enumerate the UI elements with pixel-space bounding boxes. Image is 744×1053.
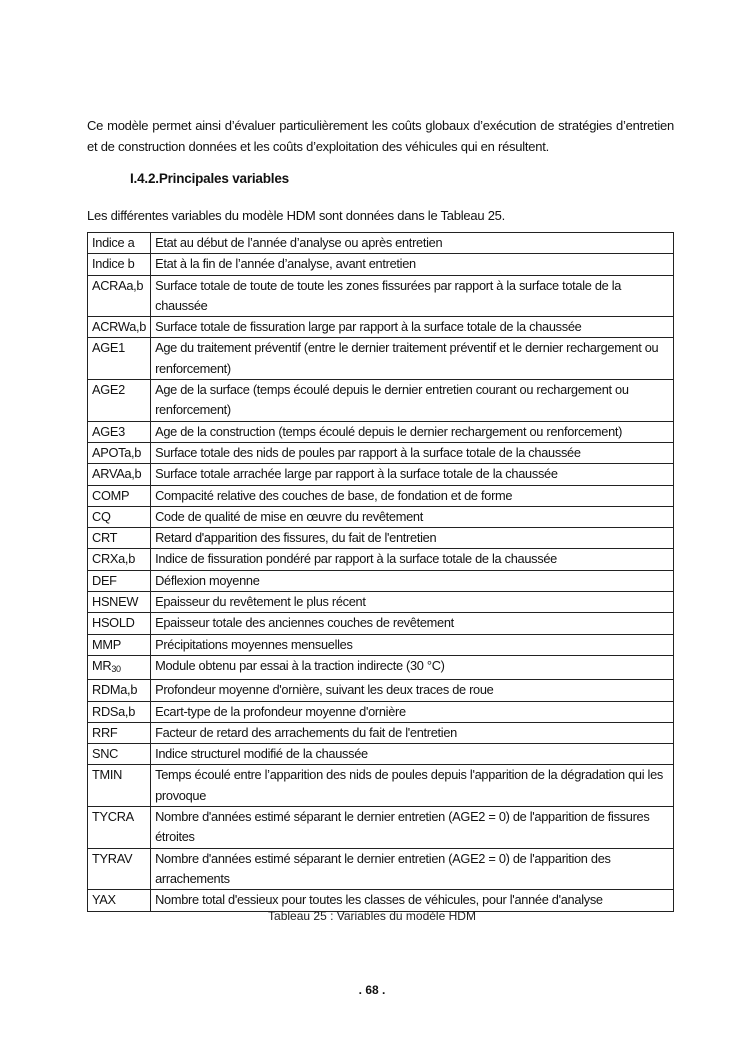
variable-code: RDSa,b <box>92 703 136 719</box>
variable-name <box>88 254 151 275</box>
variable-name <box>88 464 151 485</box>
variable-description: Précipitations moyennes mensuelles <box>151 634 674 655</box>
variable-code: CRXa,b <box>92 551 136 567</box>
table-row <box>88 570 674 591</box>
variable-name <box>88 528 151 549</box>
variable-code: RDMa,b <box>92 682 138 698</box>
variable-code: YAX <box>92 892 116 908</box>
variable-description: Etat au début de l’année d’analyse ou après entretien <box>151 233 674 254</box>
table-row <box>88 613 674 634</box>
variable-name <box>88 506 151 527</box>
table-row <box>88 506 674 527</box>
variable-subscript: 30 <box>111 663 121 674</box>
variable-name <box>88 338 151 380</box>
variable-code: CRT <box>92 530 118 546</box>
variable-name <box>88 592 151 613</box>
variables-table <box>87 232 674 912</box>
variable-code: CQ <box>92 508 111 524</box>
variable-name <box>88 680 151 701</box>
table-row <box>88 680 674 701</box>
table-row <box>88 848 674 890</box>
variable-code: MR <box>92 657 112 673</box>
variable-code: HSNEW <box>92 594 139 610</box>
variable-description: Surface totale arrachée large par rapport à la surface totale de la chaussée <box>151 464 674 485</box>
variable-name <box>88 549 151 570</box>
variable-description: Surface totale de fissuration large par rapport à la surface totale de la chaussée <box>151 317 674 338</box>
table-row <box>88 442 674 463</box>
variable-description: Indice de fissuration pondéré par rapport à la surface totale de la chaussée <box>151 549 674 570</box>
table-row <box>88 722 674 743</box>
table-row <box>88 549 674 570</box>
variable-code: ACRWa,b <box>92 319 147 335</box>
table-caption: Tableau 25 : Variables du modèle HDM <box>268 909 476 923</box>
variable-description: Compacité relative des couches de base, de fondation et de forme <box>151 485 674 506</box>
variable-code: AGE2 <box>92 382 125 398</box>
table-row <box>88 464 674 485</box>
variable-name <box>88 442 151 463</box>
variable-description: Temps écoulé entre l’apparition des nids de poules depuis l'apparition de la dégradation qui les provoque <box>151 765 674 807</box>
variable-code: SNC <box>92 746 119 762</box>
table-row <box>88 890 674 911</box>
variable-code: RRF <box>92 724 118 740</box>
variable-description: Age de la surface (temps écoulé depuis le dernier entretien courant ou rechargement ou renforcement) <box>151 380 674 422</box>
table-row <box>88 254 674 275</box>
variable-description: Surface totale de toute de toute les zones fissurées par rapport à la surface totale de la chaussée <box>151 275 674 317</box>
variable-description: Epaisseur totale des anciennes couches de revêtement <box>151 613 674 634</box>
table-row <box>88 655 674 679</box>
variable-description: Epaisseur du revêtement le plus récent <box>151 592 674 613</box>
variable-name <box>88 807 151 849</box>
variable-code: Indice a <box>92 235 135 250</box>
variable-code: APOTa,b <box>92 444 142 460</box>
variable-code: AGE1 <box>92 340 125 356</box>
table-row <box>88 380 674 422</box>
variable-code: AGE3 <box>92 423 125 439</box>
table-row <box>88 765 674 807</box>
variable-code: DEF <box>92 572 117 588</box>
variable-description: Age du traitement préventif (entre le dernier traitement préventif et le dernier rechargement ou renforcement) <box>151 338 674 380</box>
table-row <box>88 528 674 549</box>
intro-paragraph: Ce modèle permet ainsi d’évaluer particulièrement les coûts globaux d’exécution de stratégies d’entretien et de construction données et les coûts d’exploitation des véhicules qui en résultent. <box>87 118 674 154</box>
variable-code: ACRAa,b <box>92 277 144 293</box>
table-row <box>88 634 674 655</box>
variable-code: HSOLD <box>92 615 135 631</box>
variable-code: COMP <box>92 487 130 503</box>
section-heading: I.4.2.Principales variables <box>130 171 289 186</box>
table-row <box>88 807 674 849</box>
variable-description: Nombre total d'essieux pour toutes les classes de véhicules, pour l'année d'analyse <box>151 890 674 911</box>
variable-description: Surface totale des nids de poules par rapport à la surface totale de la chaussée <box>151 442 674 463</box>
variable-description: Etat à la fin de l’année d’analyse, avant entretien <box>151 254 674 275</box>
table-row <box>88 701 674 722</box>
variable-name <box>88 485 151 506</box>
variable-name <box>88 233 151 254</box>
variable-name <box>88 634 151 655</box>
variable-description: Retard d'apparition des fissures, du fait de l'entretien <box>151 528 674 549</box>
variable-description: Module obtenu par essai à la traction indirecte (30 °C) <box>151 655 674 679</box>
table-row <box>88 275 674 317</box>
variable-description: Nombre d'années estimé séparant le dernier entretien (AGE2 = 0) de l'apparition des arrachements <box>151 848 674 890</box>
variable-code: TMIN <box>92 767 123 783</box>
page-number: . 68 . <box>358 983 386 997</box>
variable-code: TYCRA <box>92 809 134 825</box>
variable-name <box>88 701 151 722</box>
variable-description: Nombre d'années estimé séparant le dernier entretien (AGE2 = 0) de l'apparition de fissures étroites <box>151 807 674 849</box>
variable-name <box>88 765 151 807</box>
variable-name <box>88 722 151 743</box>
variable-code: ARVAa,b <box>92 466 142 482</box>
variable-name <box>88 655 151 679</box>
variable-description: Ecart-type de la profondeur moyenne d'ornière <box>151 701 674 722</box>
variable-name <box>88 275 151 317</box>
table-row <box>88 421 674 442</box>
variable-name <box>88 380 151 422</box>
table-row <box>88 317 674 338</box>
variable-description: Indice structurel modifié de la chaussée <box>151 744 674 765</box>
variable-code: MMP <box>92 636 121 652</box>
variable-name <box>88 317 151 338</box>
lead-paragraph: Les différentes variables du modèle HDM sont données dans le Tableau 25. <box>87 208 506 223</box>
variable-name <box>88 848 151 890</box>
table-row <box>88 592 674 613</box>
table-row <box>88 338 674 380</box>
variable-description: Age de la construction (temps écoulé depuis le dernier rechargement ou renforcement) <box>151 421 674 442</box>
variable-code: Indice b <box>92 256 135 272</box>
table-row <box>88 485 674 506</box>
page-number-value: 68 <box>365 983 379 997</box>
variable-name <box>88 613 151 634</box>
variable-name <box>88 890 151 911</box>
variable-code: TYRAV <box>92 850 133 866</box>
variable-name <box>88 421 151 442</box>
table-row <box>88 233 674 254</box>
table-row <box>88 744 674 765</box>
variable-name <box>88 570 151 591</box>
variable-name <box>88 744 151 765</box>
variable-description: Déflexion moyenne <box>151 570 674 591</box>
variable-description: Code de qualité de mise en œuvre du revêtement <box>151 506 674 527</box>
variable-description: Facteur de retard des arrachements du fait de l'entretien <box>151 722 674 743</box>
variable-description: Profondeur moyenne d'ornière, suivant les deux traces de roue <box>151 680 674 701</box>
